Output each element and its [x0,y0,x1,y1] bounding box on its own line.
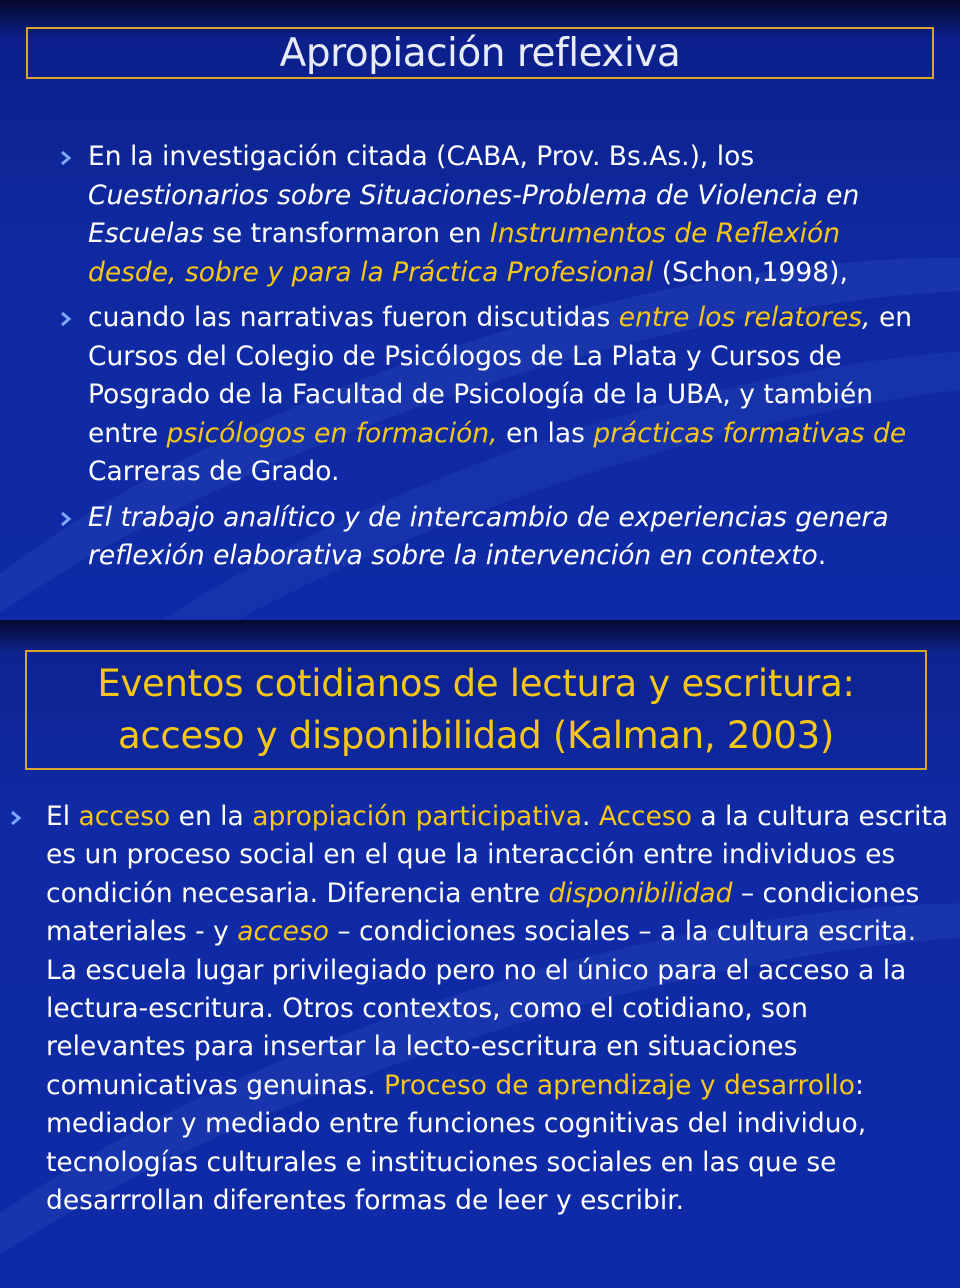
bullet-text-highlight: entre los relatores [618,302,863,333]
slide-title: Apropiación reflexiva [26,27,934,79]
bullet-text: se transformaron en [203,218,491,249]
bullet-text-highlight: acceso [237,916,329,948]
bullet-text: en Cursos del Colegio de Psicólogos de La Plata y Cursos de Posgrado de la Facultad de Psicología de la UBA, y también entre [88,302,913,449]
bullet-text-highlight: disponibilidad [548,877,733,909]
bullet-list [46,798,954,1220]
bullet-text: cuando las narrativas fueron discutidas [88,302,619,333]
bullet-text-highlight: de [873,417,907,449]
bullet-text-italic: , [862,302,871,333]
bullet-text-highlight: Instrumentos de Reflexión desde, sobre y para la Práctica Profesional [88,218,841,288]
bullet-item [88,138,928,292]
bullet-text: (Schon,1998), [653,256,848,288]
bullet-text: en las [497,417,594,449]
chevron-right-icon [58,511,74,527]
bullet-text-highlight: apropiación participativa [252,801,582,832]
bullet-item [88,299,928,492]
bullet-text-italic: El trabajo analítico y de intercambio de experiencias genera reflexión elaborativa sobre la intervención en contexto [88,501,889,571]
bullet-text-highlight: acceso [78,801,171,832]
bullet-list [88,138,928,583]
bullet-text: . [581,801,599,832]
bullet-text-italic: Cuestionarios sobre Situaciones-Problema de Violencia en Escuelas [88,179,860,249]
bullet-text-highlight: Acceso [598,801,692,832]
slide-eventos-cotidianos [0,620,960,1288]
slide-title-line: acceso y disponibilidad (Kalman, 2003) [118,714,834,757]
chevron-right-icon [58,311,74,327]
bullet-text: a la cultura escrita es un proceso social en el que la interacción entre individuos es condición necesaria. Diferencia entre [46,801,949,909]
slide-apropiacion-reflexiva [0,0,960,620]
bullet-text-highlight: prácticas formativas [593,417,865,449]
bullet-text: En la investigación citada (CABA, Prov. Bs.As.), los [88,141,755,172]
bullet-text: El [46,801,79,832]
bullet-text: . [817,540,827,571]
bullet-item [88,499,928,576]
chevron-right-icon [58,150,74,166]
bullet-text: : mediador y mediado entre funciones cognitivas del individuo, tecnologías culturales e instituciones sociales en las que se desarrrollan diferentes formas de leer y escribir. [46,1069,867,1217]
bullet-text: Carreras de Grado. [88,456,340,487]
bullet-text-highlight: psicólogos en formación, [166,417,498,449]
bullet-text: – condiciones materiales - y [46,877,920,948]
bullet-text: – condiciones sociales – a la cultura escrita. La escuela lugar privilegiado pero no el único para el acceso a la lectura-escritura. Otros contextos, como el cotidiano, son relevantes para insertar la lecto-escritura en situaciones comunicativas genuinas. [46,916,917,1101]
chevron-right-icon [8,810,24,826]
slide-title-line: Eventos cotidianos de lectura y escritura: [97,662,855,705]
bullet-text-highlight: Proceso de aprendizaje y desarrollo [384,1069,856,1101]
bullet-item [46,798,954,1220]
bullet-text: en la [170,801,253,832]
slide-title [25,650,927,770]
